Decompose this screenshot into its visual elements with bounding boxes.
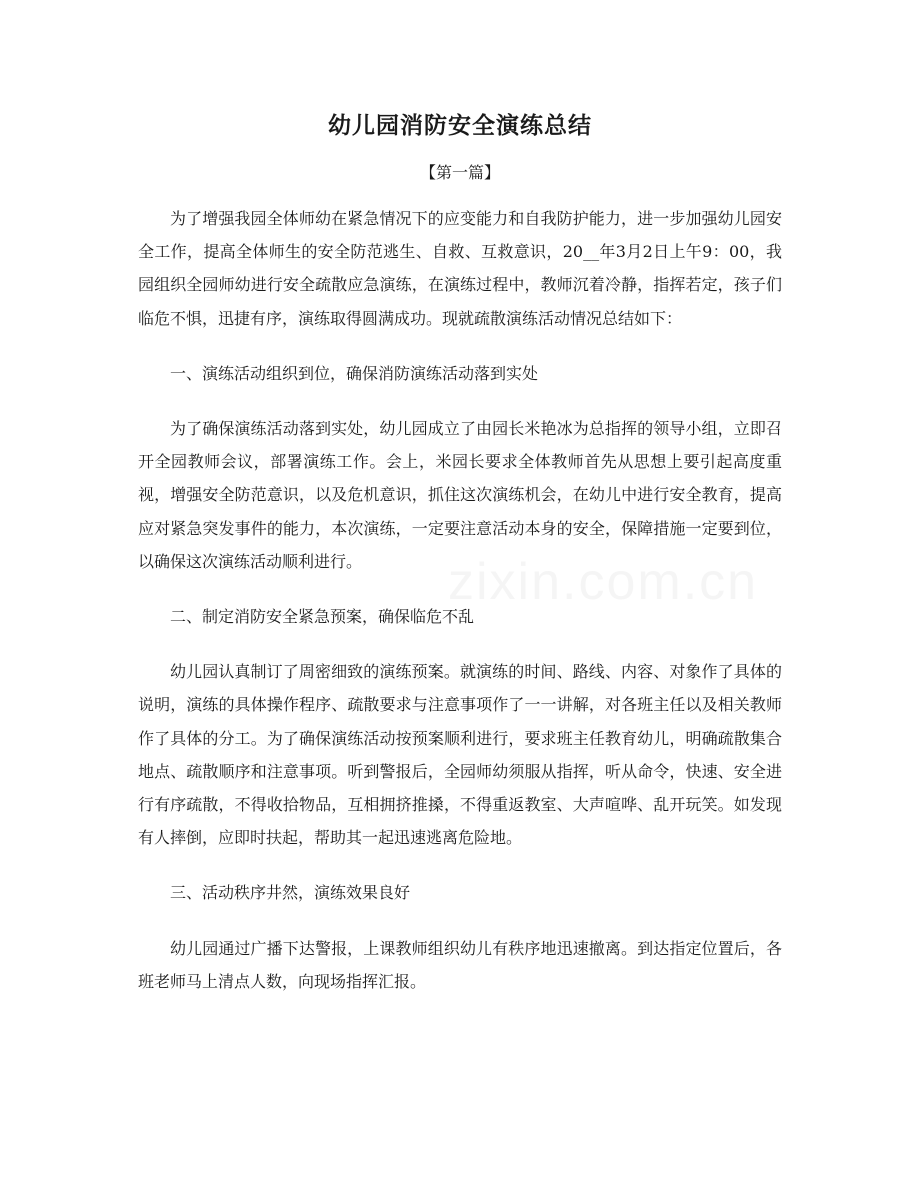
paragraph-section-1: 为了确保演练活动落到实处，幼儿园成立了由园长米艳冰为总指挥的领导小组，立即召开全园教师会议，部署演练工作。会上，米园长要求全体教师首先从思想上要引起高度重视，增强安全防范意识，以及危机意识，抓住这次演练机会，在幼儿中进行安全教育，提高应对紧急突发事件的能力，本次演练，一定要注意活动本身的安全，保障措施一定要到位，以确保这次演练活动顺利进行。	[138, 419, 782, 571]
paragraph-section-3: 幼儿园通过广播下达警报，上课教师组织幼儿有秩序地迅速撤离。到达指定位置后，各班老师马上清点人数，向现场指挥汇报。	[138, 938, 782, 991]
section-label: 【第一篇】	[419, 163, 500, 182]
document-title: 幼儿园消防安全演练总结	[328, 112, 592, 139]
paragraph-intro: 为了增强我园全体师幼在紧急情况下的应变能力和自我防护能力，进一步加强幼儿园安全工作，提高全体师生的安全防范逃生、自救、互救意识，20__年3月2日上午9：00，我园组织全园师幼进行安全疏散应急演练，在演练过程中，教师沉着冷静，指挥若定，孩子们临危不惧，迅捷有序，演练取得圆满成功。现就疏散演练活动情况总结如下：	[138, 209, 782, 328]
section-heading-3: 三、活动秩序井然，演练效果良好	[170, 883, 411, 903]
section-heading-2: 二、制定消防安全紧急预案，确保临危不乱	[170, 607, 475, 627]
watermark: zixin.com.cn	[448, 553, 759, 611]
section-heading-1: 一、演练活动组织到位，确保消防演练活动落到实处	[170, 363, 539, 383]
paragraph-section-2: 幼儿园认真制订了周密细致的演练预案。就演练的时间、路线、内容、对象作了具体的说明，演练的具体操作程序、疏散要求与注意事项作了一一讲解，对各班主任以及相关教师作了具体的分工。为了确保演练活动按预案顺利进行，要求班主任教育幼儿，明确疏散集合地点、疏散顺序和注意事项。听到警报后，全园师幼须服从指挥，听从命令，快速、安全进行有序疏散，不得收拾物品，互相拥挤推搡，不得重返教室、大声喧哗、乱开玩笑。如发现有人摔倒，应即时扶起，帮助其一起迅速逃离危险地。	[138, 662, 782, 848]
document-body	[138, 202, 782, 1020]
